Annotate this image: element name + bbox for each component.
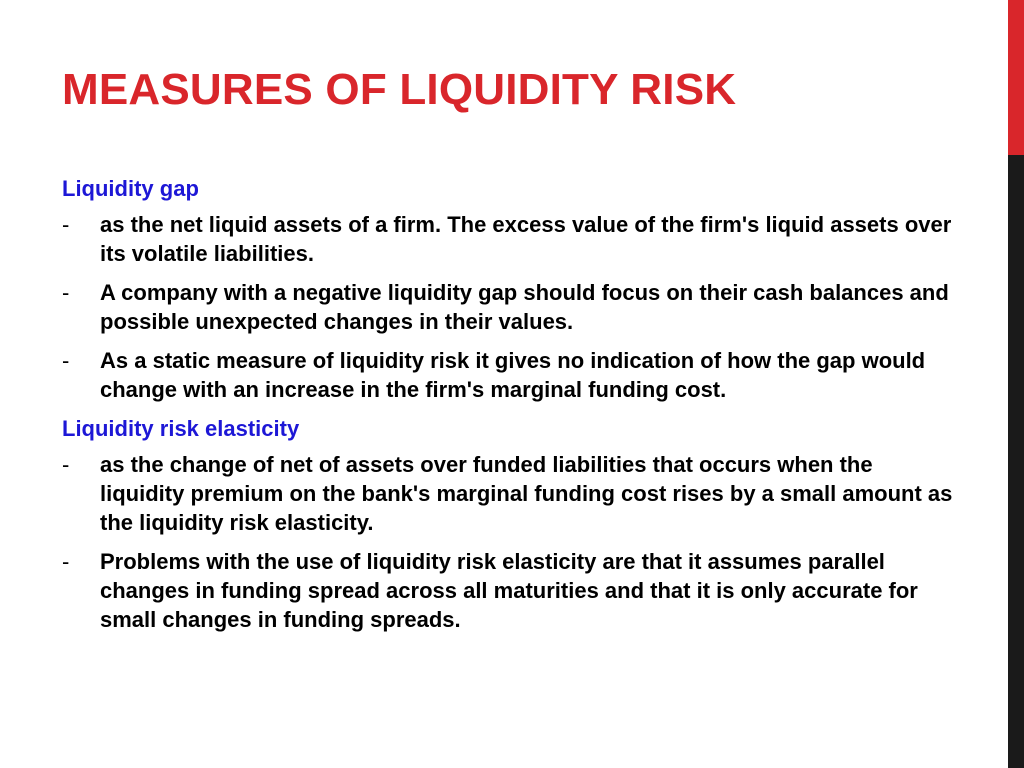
bullet-marker: - xyxy=(62,212,70,237)
bullet-item xyxy=(62,547,962,634)
bullet-marker: - xyxy=(62,452,70,477)
bullet-text: as the change of net of assets over funded liabilities that occurs when the liquidity premium on the bank's marginal funding cost rises by a small amount as the liquidity risk elasticity. xyxy=(100,452,953,535)
accent-bar-red xyxy=(1008,0,1024,155)
bullet-text: Problems with the use of liquidity risk elasticity are that it assumes parallel changes in funding spread across all maturities and that it is only accurate for small changes in funding spreads. xyxy=(100,549,918,632)
bullet-item xyxy=(62,210,962,268)
slide-content xyxy=(62,174,962,644)
slide-title: MEASURES OF LIQUIDITY RISK xyxy=(62,65,737,114)
accent-bar-dark xyxy=(1008,155,1024,768)
section-heading-liquidity-risk-elasticity: Liquidity risk elasticity xyxy=(62,416,300,441)
bullet-marker: - xyxy=(62,549,70,574)
bullet-item xyxy=(62,278,962,336)
section-heading-liquidity-gap: Liquidity gap xyxy=(62,176,199,201)
bullet-text: as the net liquid assets of a firm. The excess value of the firm's liquid assets over its volatile liabilities. xyxy=(100,212,952,266)
bullet-marker: - xyxy=(62,348,70,373)
bullet-item xyxy=(62,450,962,537)
bullet-item xyxy=(62,346,962,404)
bullet-text: A company with a negative liquidity gap should focus on their cash balances and possible unexpected changes in their values. xyxy=(100,280,949,334)
bullet-text: As a static measure of liquidity risk it gives no indication of how the gap would change with an increase in the firm's marginal funding cost. xyxy=(100,348,926,402)
bullet-marker: - xyxy=(62,280,70,305)
